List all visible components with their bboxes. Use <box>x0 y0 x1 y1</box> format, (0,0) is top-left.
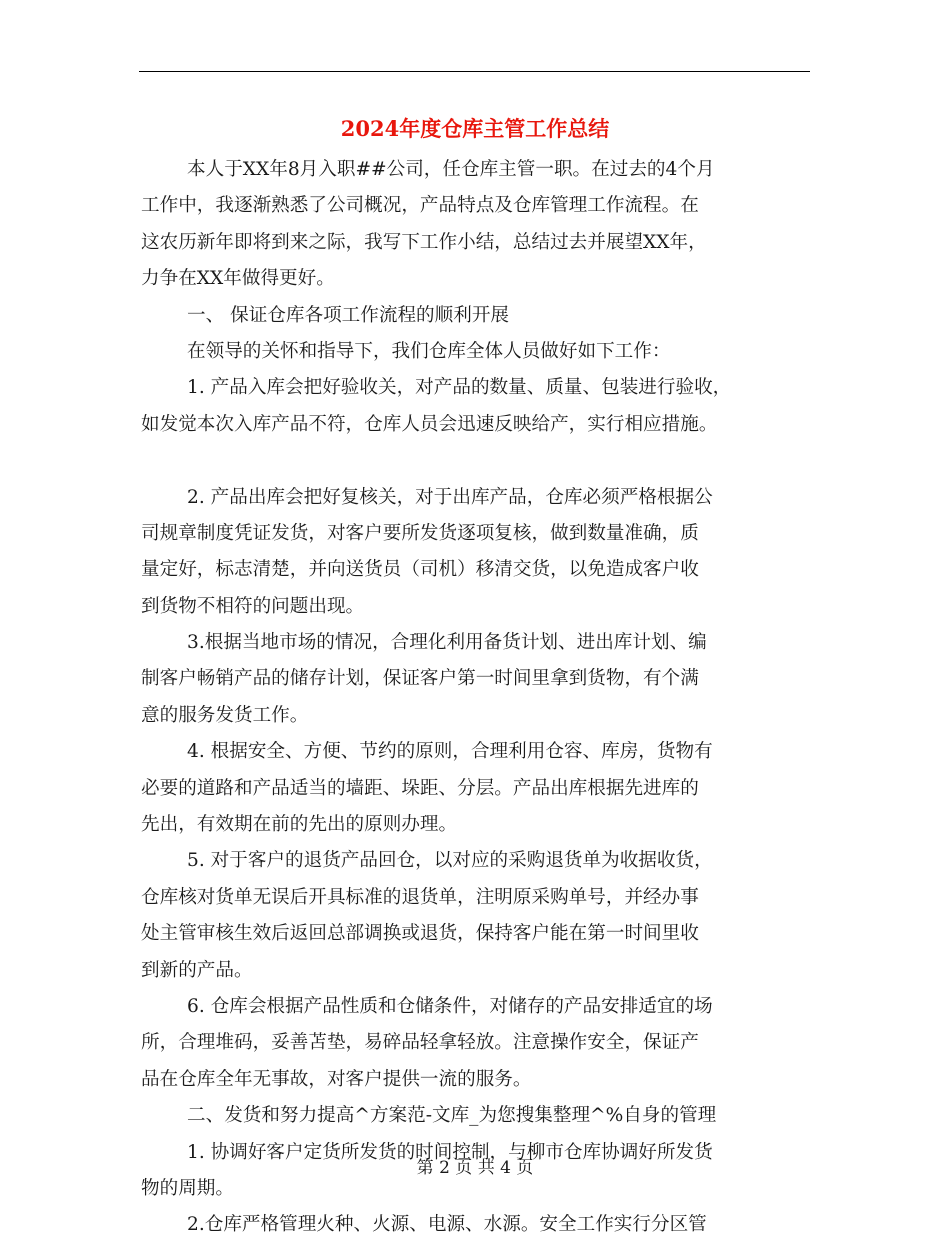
section-heading: 一、 保证仓库各项工作流程的顺利开展 <box>187 304 510 326</box>
list-item-line: 所，合理堆码，妥善苫垫，易碎品轻拿轻放。注意操作安全，保证产 <box>141 1032 699 1054</box>
list-item-line: 如发觉本次入库产品不符，仓库人员会迅速反映给产，实行相应措施。 <box>141 413 718 435</box>
list-item-line: 仓库核对货单无误后开具标准的退货单，注明原采购单号，并经办事 <box>141 886 699 908</box>
list-item-line: 制客户畅销产品的储存计划，保证客户第一时间里拿到货物，有个满 <box>141 668 699 690</box>
list-item-line: 处主管审核生效后返回总部调换或退货，保持客户能在第一时间里收 <box>141 923 699 945</box>
paragraph-line: 力争在XX年做得更好。 <box>141 268 335 290</box>
paragraph-line: 在领导的关怀和指导下，我们仓库全体人员做好如下工作： <box>187 340 671 362</box>
list-item-line: 1. 协调好客户定货所发货的时间控制，与柳市仓库协调好所发货 <box>187 1141 713 1163</box>
list-item-line: 司规章制度凭证发货，对客户要所发货逐项复核，做到数量准确，质 <box>141 522 699 544</box>
blank-line <box>141 443 816 479</box>
list-item-line: 5. 对于客户的退货产品回仓，以对应的采购退货单为收据收货， <box>187 850 713 872</box>
list-item-line: 意的服务发货工作。 <box>141 704 309 726</box>
list-item-line: 到新的产品。 <box>141 959 253 981</box>
list-item-line: 6. 仓库会根据产品性质和仓储条件，对储存的产品安排适宜的场 <box>187 995 713 1017</box>
section-heading: 二、发货和努力提高^方案范-文库_为您搜集整理^%自身的管理 <box>187 1105 717 1127</box>
list-item-line: 4. 根据安全、方便、节约的原则，合理利用仓容、库房，货物有 <box>187 741 713 763</box>
list-item-line: 先出，有效期在前的先出的原则办理。 <box>141 814 458 836</box>
list-item-line: 必要的道路和产品适当的墙距、垛距、分层。产品出库根据先进库的 <box>141 777 699 799</box>
list-item-line: 3.根据当地市场的情况，合理化利用备货计划、进出库计划、编 <box>187 632 707 654</box>
list-item-line: 2. 产品出库会把好复核关，对于出库产品，仓库必须严格根据公 <box>187 486 713 508</box>
list-item-line: 品在仓库全年无事故，对客户提供一流的服务。 <box>141 1068 532 1090</box>
page-footer: 第 2 页 共 4 页 <box>416 1158 534 1178</box>
paragraph-line: 这农历新年即将到来之际，我写下工作小结，总结过去并展望XX年， <box>141 231 707 253</box>
list-item-line: 量定好，标志清楚，并向送货员（司机）移清交货，以免造成客户收 <box>141 559 699 581</box>
list-item-line: 到货物不相符的问题出现。 <box>141 595 365 617</box>
document-body <box>141 152 816 1244</box>
header-rule <box>139 71 810 72</box>
list-item-line: 物的周期。 <box>141 1177 234 1199</box>
list-item-line: 1. 产品入库会把好验收关，对产品的数量、质量、包装进行验收， <box>187 377 732 399</box>
list-item-line: 2.仓库严格管理火种、火源、电源、水源。安全工作实行分区管 <box>187 1214 707 1236</box>
paragraph-line: 工作中，我逐渐熟悉了公司概况，产品特点及仓库管理工作流程。在 <box>141 195 699 217</box>
document-title: 2024年度仓库主管工作总结 <box>340 116 610 141</box>
paragraph-line: 本人于XX年8月入职##公司，任仓库主管一职。在过去的4个月 <box>187 159 715 180</box>
